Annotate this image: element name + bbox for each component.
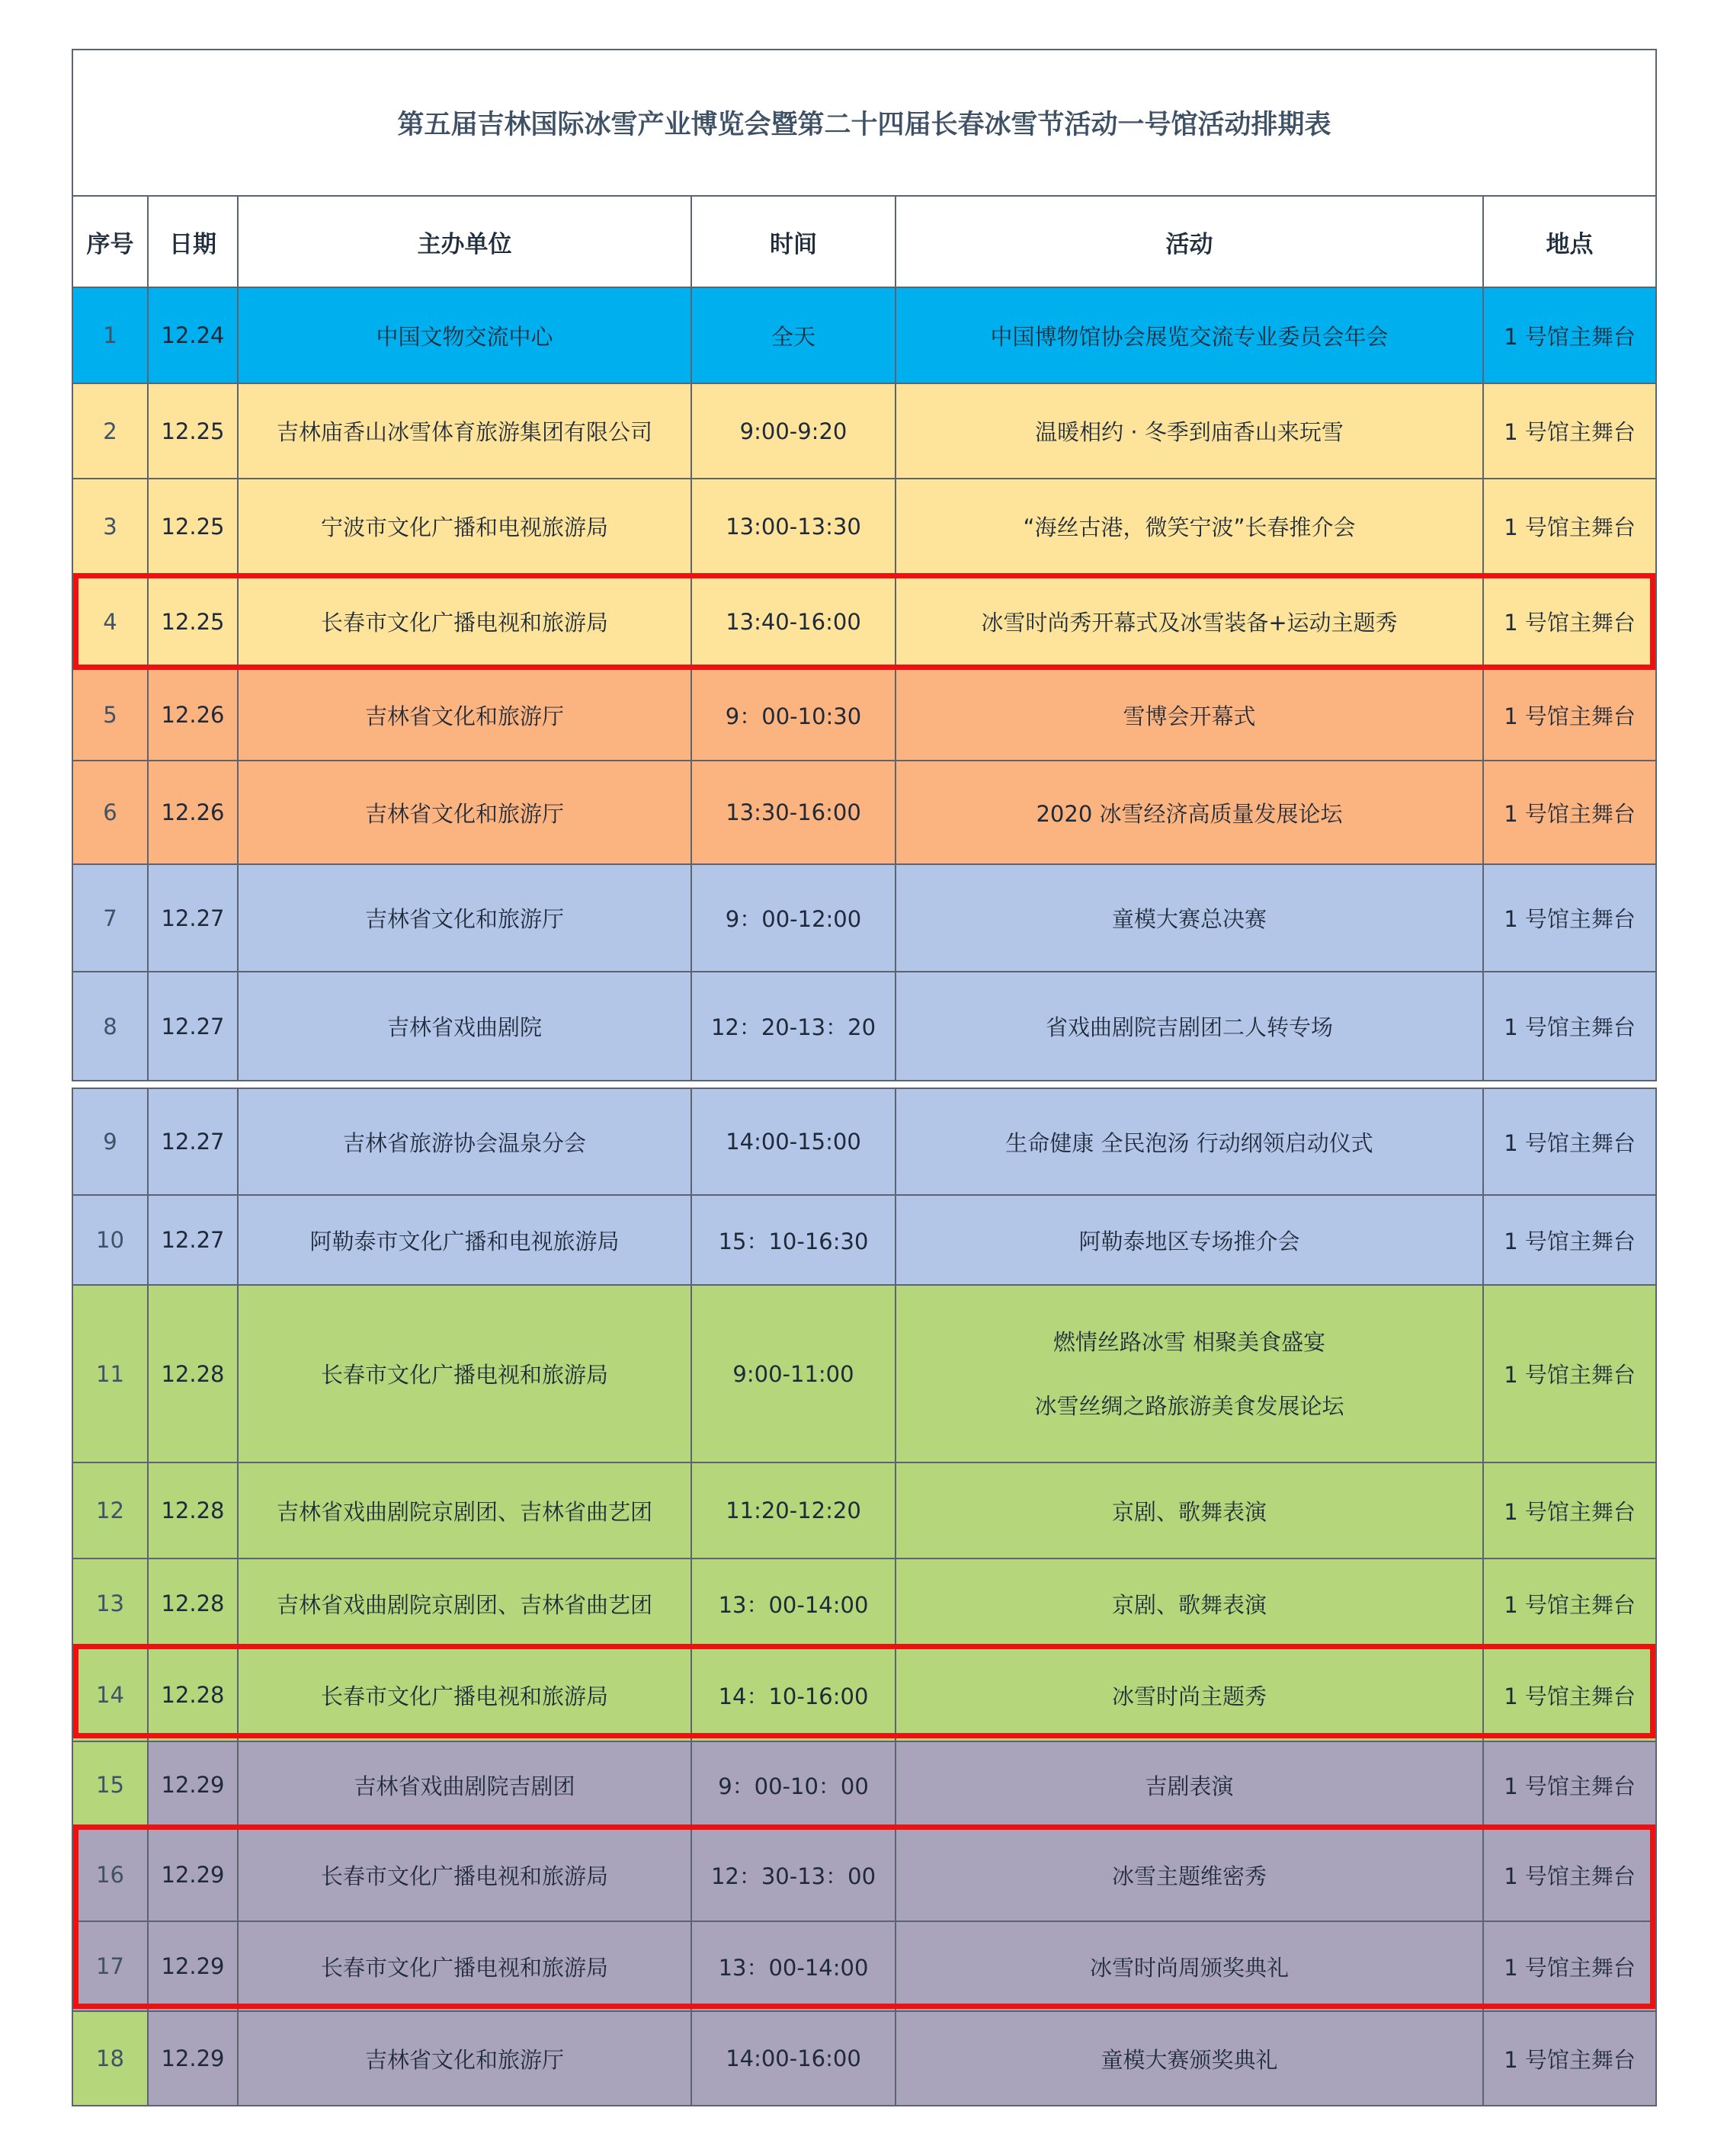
header-date: 日期 bbox=[148, 196, 238, 287]
row-time: 9：00-10:30 bbox=[691, 669, 896, 761]
row-activity: 京剧、歌舞表演 bbox=[896, 1559, 1483, 1648]
table-row bbox=[72, 669, 1656, 761]
header-time: 时间 bbox=[691, 196, 896, 287]
table-row bbox=[72, 1195, 1656, 1285]
row-activity: 童模大赛颁奖典礼 bbox=[896, 2011, 1483, 2106]
schedule-sheet bbox=[72, 49, 1655, 2106]
header-place: 地点 bbox=[1483, 196, 1656, 287]
row-time: 12：30-13：00 bbox=[691, 1828, 896, 1921]
table-row bbox=[72, 761, 1656, 864]
table-row bbox=[72, 1285, 1656, 1462]
row-date: 12.28 bbox=[148, 1559, 238, 1648]
row-host: 吉林省文化和旅游厅 bbox=[238, 761, 691, 864]
row-host: 长春市文化广播电视和旅游局 bbox=[238, 1648, 691, 1741]
page-gap bbox=[72, 1081, 1656, 1088]
row-activity: 冰雪主题维密秀 bbox=[896, 1828, 1483, 1921]
schedule-table bbox=[72, 49, 1657, 2106]
header-row bbox=[72, 196, 1656, 287]
row-host: 长春市文化广播电视和旅游局 bbox=[238, 1285, 691, 1462]
row-place: 1 号馆主舞台 bbox=[1483, 1921, 1656, 2011]
row-seq: 18 bbox=[72, 2011, 148, 2106]
row-host: 吉林省戏曲剧院 bbox=[238, 972, 691, 1081]
row-time: 12：20-13：20 bbox=[691, 972, 896, 1081]
row-activity: 冰雪时尚周颁奖典礼 bbox=[896, 1921, 1483, 2011]
row-date: 12.27 bbox=[148, 864, 238, 972]
row-date: 12.28 bbox=[148, 1462, 238, 1559]
row-host: 吉林省戏曲剧院京剧团、吉林省曲艺团 bbox=[238, 1559, 691, 1648]
row-seq: 3 bbox=[72, 479, 148, 574]
row-place: 1 号馆主舞台 bbox=[1483, 1741, 1656, 1828]
row-place: 1 号馆主舞台 bbox=[1483, 972, 1656, 1081]
table-row bbox=[72, 2011, 1656, 2106]
row-date: 12.29 bbox=[148, 1741, 238, 1828]
row-activity: 冰雪时尚主题秀 bbox=[896, 1648, 1483, 1741]
table-row bbox=[72, 1741, 1656, 1828]
table-row bbox=[72, 1462, 1656, 1559]
header-seq: 序号 bbox=[72, 196, 148, 287]
row-place: 1 号馆主舞台 bbox=[1483, 1285, 1656, 1462]
row-date: 12.27 bbox=[148, 1088, 238, 1195]
row-date: 12.28 bbox=[148, 1648, 238, 1741]
row-seq: 7 bbox=[72, 864, 148, 972]
row-place: 1 号馆主舞台 bbox=[1483, 383, 1656, 479]
table-title: 第五届吉林国际冰雪产业博览会暨第二十四届长春冰雪节活动一号馆活动排期表 bbox=[72, 50, 1656, 196]
row-time: 9：00-10：00 bbox=[691, 1741, 896, 1828]
row-time: 14：10-16:00 bbox=[691, 1648, 896, 1741]
row-date: 12.27 bbox=[148, 1195, 238, 1285]
row-time: 9:00-11:00 bbox=[691, 1285, 896, 1462]
row-activity: 吉剧表演 bbox=[896, 1741, 1483, 1828]
row-place: 1 号馆主舞台 bbox=[1483, 1462, 1656, 1559]
row-seq: 11 bbox=[72, 1285, 148, 1462]
row-time: 13：00-14:00 bbox=[691, 1559, 896, 1648]
row-place: 1 号馆主舞台 bbox=[1483, 1088, 1656, 1195]
table-row bbox=[72, 864, 1656, 972]
row-activity bbox=[896, 1285, 1483, 1462]
row-time: 11:20-12:20 bbox=[691, 1462, 896, 1559]
row-activity: 中国博物馆协会展览交流专业委员会年会 bbox=[896, 287, 1483, 383]
table-row bbox=[72, 1088, 1656, 1195]
row-activity-line1: 燃情丝路冰雪 相聚美食盛宴 bbox=[1053, 1328, 1326, 1355]
row-date: 12.28 bbox=[148, 1285, 238, 1462]
row-date: 12.29 bbox=[148, 1921, 238, 2011]
row-place: 1 号馆主舞台 bbox=[1483, 1559, 1656, 1648]
row-date: 12.26 bbox=[148, 669, 238, 761]
row-place: 1 号馆主舞台 bbox=[1483, 1828, 1656, 1921]
row-host: 吉林省文化和旅游厅 bbox=[238, 669, 691, 761]
row-place: 1 号馆主舞台 bbox=[1483, 669, 1656, 761]
row-date: 12.25 bbox=[148, 383, 238, 479]
row-date: 12.29 bbox=[148, 1828, 238, 1921]
row-time: 全天 bbox=[691, 287, 896, 383]
row-seq: 9 bbox=[72, 1088, 148, 1195]
row-activity: 温暖相约 · 冬季到庙香山来玩雪 bbox=[896, 383, 1483, 479]
row-time: 13:00-13:30 bbox=[691, 479, 896, 574]
row-place: 1 号馆主舞台 bbox=[1483, 574, 1656, 669]
row-date: 12.29 bbox=[148, 2011, 238, 2106]
table-row bbox=[72, 1828, 1656, 1921]
row-time: 13：00-14:00 bbox=[691, 1921, 896, 2011]
header-host: 主办单位 bbox=[238, 196, 691, 287]
table-row bbox=[72, 972, 1656, 1081]
row-host: 长春市文化广播电视和旅游局 bbox=[238, 1828, 691, 1921]
row-activity-line2: 冰雪丝绸之路旅游美食发展论坛 bbox=[1034, 1392, 1344, 1419]
table-row bbox=[72, 574, 1656, 669]
row-time: 13:40-16:00 bbox=[691, 574, 896, 669]
row-place: 1 号馆主舞台 bbox=[1483, 287, 1656, 383]
row-date: 12.25 bbox=[148, 574, 238, 669]
row-activity: 2020 冰雪经济高质量发展论坛 bbox=[896, 761, 1483, 864]
row-place: 1 号馆主舞台 bbox=[1483, 479, 1656, 574]
row-seq: 10 bbox=[72, 1195, 148, 1285]
row-seq: 5 bbox=[72, 669, 148, 761]
row-time: 14:00-15:00 bbox=[691, 1088, 896, 1195]
row-place: 1 号馆主舞台 bbox=[1483, 2011, 1656, 2106]
row-seq: 12 bbox=[72, 1462, 148, 1559]
header-activity: 活动 bbox=[896, 196, 1483, 287]
row-seq: 4 bbox=[72, 574, 148, 669]
row-host: 吉林省旅游协会温泉分会 bbox=[238, 1088, 691, 1195]
table-row bbox=[72, 1559, 1656, 1648]
row-seq: 16 bbox=[72, 1828, 148, 1921]
row-place: 1 号馆主舞台 bbox=[1483, 1195, 1656, 1285]
row-activity: 童模大赛总决赛 bbox=[896, 864, 1483, 972]
row-time: 13:30-16:00 bbox=[691, 761, 896, 864]
row-host: 吉林省文化和旅游厅 bbox=[238, 2011, 691, 2106]
row-place: 1 号馆主舞台 bbox=[1483, 761, 1656, 864]
row-host: 阿勒泰市文化广播和电视旅游局 bbox=[238, 1195, 691, 1285]
row-date: 12.26 bbox=[148, 761, 238, 864]
row-host: 吉林省戏曲剧院吉剧团 bbox=[238, 1741, 691, 1828]
row-seq: 13 bbox=[72, 1559, 148, 1648]
row-place: 1 号馆主舞台 bbox=[1483, 1648, 1656, 1741]
row-time: 14:00-16:00 bbox=[691, 2011, 896, 2106]
row-activity: 阿勒泰地区专场推介会 bbox=[896, 1195, 1483, 1285]
row-host: 吉林庙香山冰雪体育旅游集团有限公司 bbox=[238, 383, 691, 479]
row-host: 长春市文化广播电视和旅游局 bbox=[238, 1921, 691, 2011]
table-row bbox=[72, 1921, 1656, 2011]
row-activity: 雪博会开幕式 bbox=[896, 669, 1483, 761]
row-seq: 2 bbox=[72, 383, 148, 479]
row-seq: 14 bbox=[72, 1648, 148, 1741]
row-host: 中国文物交流中心 bbox=[238, 287, 691, 383]
row-time: 9:00-9:20 bbox=[691, 383, 896, 479]
row-activity: 省戏曲剧院吉剧团二人转专场 bbox=[896, 972, 1483, 1081]
row-time: 15：10-16:30 bbox=[691, 1195, 896, 1285]
table-row bbox=[72, 479, 1656, 574]
row-host: 宁波市文化广播和电视旅游局 bbox=[238, 479, 691, 574]
row-host: 长春市文化广播电视和旅游局 bbox=[238, 574, 691, 669]
table-row bbox=[72, 383, 1656, 479]
row-activity: 京剧、歌舞表演 bbox=[896, 1462, 1483, 1559]
row-time: 9：00-12:00 bbox=[691, 864, 896, 972]
row-seq: 17 bbox=[72, 1921, 148, 2011]
row-seq: 1 bbox=[72, 287, 148, 383]
row-activity: “海丝古港，微笑宁波”长春推介会 bbox=[896, 479, 1483, 574]
table-row bbox=[72, 1648, 1656, 1741]
row-seq: 15 bbox=[72, 1741, 148, 1828]
row-date: 12.25 bbox=[148, 479, 238, 574]
row-activity: 冰雪时尚秀开幕式及冰雪装备+运动主题秀 bbox=[896, 574, 1483, 669]
row-seq: 8 bbox=[72, 972, 148, 1081]
row-date: 12.24 bbox=[148, 287, 238, 383]
row-date: 12.27 bbox=[148, 972, 238, 1081]
table-row bbox=[72, 287, 1656, 383]
row-seq: 6 bbox=[72, 761, 148, 864]
row-place: 1 号馆主舞台 bbox=[1483, 864, 1656, 972]
row-host: 吉林省文化和旅游厅 bbox=[238, 864, 691, 972]
row-activity: 生命健康 全民泡汤 行动纲领启动仪式 bbox=[896, 1088, 1483, 1195]
row-host: 吉林省戏曲剧院京剧团、吉林省曲艺团 bbox=[238, 1462, 691, 1559]
